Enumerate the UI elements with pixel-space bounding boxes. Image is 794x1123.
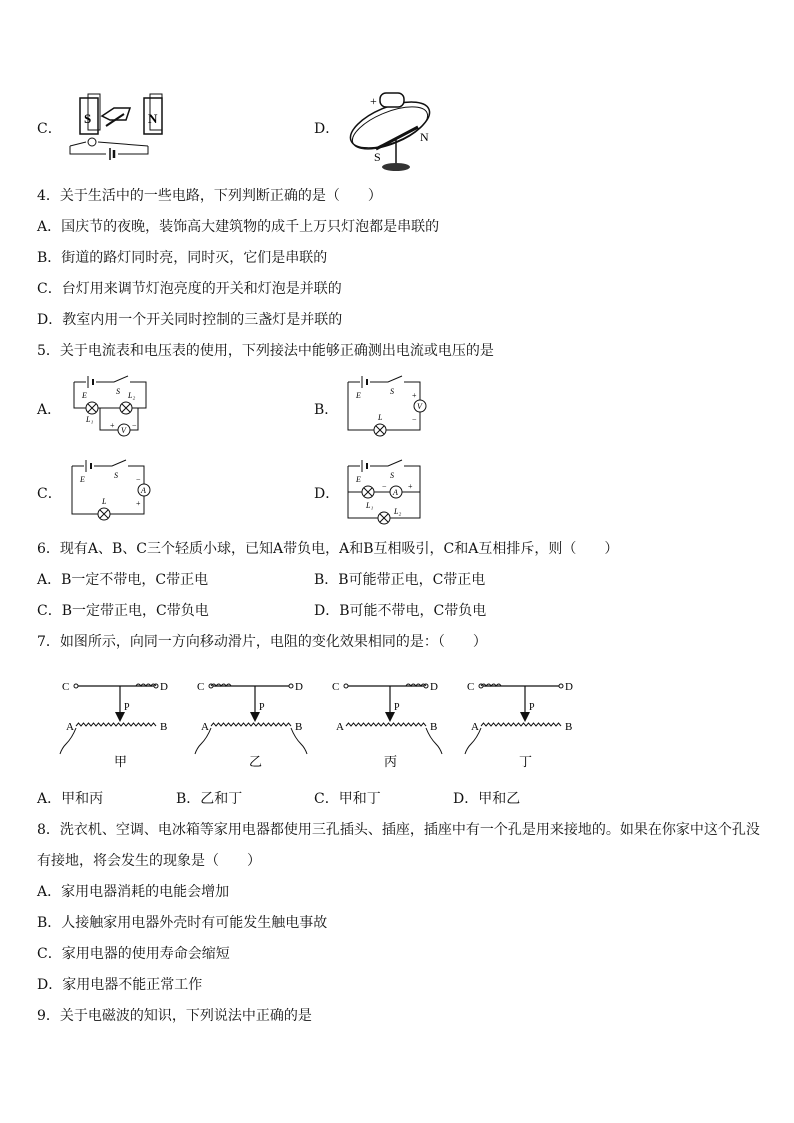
svg-text:B: B [160, 721, 168, 733]
svg-text:V: V [121, 426, 126, 435]
svg-text:L₂: L₂ [128, 391, 136, 400]
q6-stem: 6．现有A、B、C三个轻质小球，已知A带负电，A和B互相吸引，C和A互相排斥，则（ ） [37, 541, 619, 557]
q7-rheostat-figures [56, 672, 596, 772]
q5-option-b-label: B． [314, 402, 339, 418]
q3c-n: N [148, 111, 158, 126]
q8-option-d: D．家用电器不能正常工作 [37, 977, 203, 993]
q4-option-b: B．街道的路灯同时亮，同时灭，它们是串联的 [37, 250, 328, 266]
svg-text:B: B [295, 721, 303, 733]
svg-text:L: L [378, 413, 383, 422]
q3d-s: S [374, 150, 381, 164]
q3-figure-c [66, 90, 176, 160]
svg-text:A: A [141, 486, 146, 495]
svg-text:A: A [336, 721, 344, 733]
q5-circuit-d [344, 456, 434, 526]
svg-text:E: E [80, 475, 85, 484]
svg-text:D: D [430, 681, 438, 693]
q5-circuit-b [344, 372, 434, 438]
svg-text:L₁: L₁ [366, 501, 374, 510]
svg-text:B: B [565, 721, 573, 733]
q5-option-d-label: D． [314, 486, 340, 502]
q9-stem: 9．关于电磁波的知识，下列说法中正确的是 [37, 1008, 312, 1024]
q7-option-b: B．乙和丁 [176, 791, 243, 807]
svg-text:+: + [110, 421, 115, 430]
svg-text:D: D [295, 681, 303, 693]
q8-option-c: C．家用电器的使用寿命会缩短 [37, 946, 230, 962]
svg-text:C: C [332, 681, 340, 693]
q3d-plus: + [370, 94, 377, 108]
svg-text:+: + [408, 482, 413, 491]
svg-text:D: D [565, 681, 573, 693]
q6-option-d: D．B可能不带电，C带负电 [314, 603, 487, 619]
svg-text:P: P [124, 702, 130, 713]
q6-option-c: C．B一定带正电，C带负电 [37, 603, 209, 619]
q7-rheostat-2 [191, 672, 321, 772]
svg-text:+: + [136, 499, 141, 508]
q7-option-a: A．甲和丙 [37, 791, 104, 807]
svg-text:C: C [467, 681, 475, 693]
svg-text:S: S [390, 387, 394, 396]
q5-circuit-a [68, 372, 158, 438]
q7-option-c: C．甲和丁 [314, 791, 381, 807]
svg-text:L₂: L₂ [394, 507, 402, 516]
svg-text:−: − [136, 475, 141, 484]
q3d-n: N [420, 130, 429, 144]
svg-text:V: V [417, 402, 422, 411]
q3-figure-d [340, 85, 440, 177]
q7-stem: 7．如图所示，向同一方向移动滑片，电阻的变化效果相同的是：（ ） [37, 634, 487, 650]
svg-text:−: − [412, 415, 417, 424]
svg-text:C: C [197, 681, 205, 693]
q3-option-c-label: C． [37, 121, 62, 137]
q7-rheostat-4 [461, 672, 591, 772]
q6-option-a: A．B一定不带电，C带正电 [37, 572, 209, 588]
q8-stem-line2: 有接地，将会发生的现象是（ ） [37, 853, 261, 869]
q5-stem: 5．关于电流表和电压表的使用，下列接法中能够正确测出电流或电压的是 [37, 343, 494, 359]
q3-option-d-label: D． [314, 121, 340, 137]
q5-option-a-label: A． [37, 402, 62, 418]
q4-stem: 4．关于生活中的一些电路，下列判断正确的是（ ） [37, 188, 382, 204]
q8-option-a: A．家用电器消耗的电能会增加 [37, 884, 230, 900]
q7-figure-caption: 甲 [114, 754, 128, 769]
svg-text:E: E [356, 391, 361, 400]
q4-option-d: D．教室内用一个开关同时控制的三盏灯是并联的 [37, 312, 343, 328]
svg-text:S: S [390, 471, 394, 480]
svg-text:E: E [356, 475, 361, 484]
q7-figure-caption: 丙 [384, 754, 398, 769]
q5-option-c-label: C． [37, 486, 62, 502]
svg-text:L₁: L₁ [86, 415, 94, 424]
svg-text:A: A [471, 721, 479, 733]
svg-text:C: C [62, 681, 70, 693]
svg-text:D: D [160, 681, 168, 693]
svg-text:A: A [66, 721, 74, 733]
q7-figure-caption: 丁 [519, 754, 533, 769]
q7-rheostat-1 [56, 672, 186, 772]
q7-figure-caption: 乙 [249, 754, 263, 769]
q4-option-c: C．台灯用来调节灯泡亮度的开关和灯泡是并联的 [37, 281, 342, 297]
q8-stem-line1: 8．洗衣机、空调、电冰箱等家用电器都使用三孔插头、插座，插座中有一个孔是用来接地的。如果在你家中这个孔没 [37, 822, 760, 838]
svg-text:+: + [412, 391, 417, 400]
svg-text:E: E [82, 391, 87, 400]
svg-text:L: L [102, 497, 107, 506]
svg-text:B: B [430, 721, 438, 733]
q6-option-b: B．B可能带正电，C带正电 [314, 572, 486, 588]
svg-text:S: S [116, 387, 120, 396]
q5-circuit-c [68, 456, 158, 522]
svg-text:−: − [132, 421, 137, 430]
svg-text:P: P [259, 702, 265, 713]
q8-option-b: B．人接触家用电器外壳时有可能发生触电事故 [37, 915, 328, 931]
svg-text:S: S [114, 471, 118, 480]
svg-text:A: A [393, 488, 398, 497]
svg-text:A: A [201, 721, 209, 733]
q3c-s: S [84, 111, 92, 126]
svg-text:P: P [394, 702, 400, 713]
q4-option-a: A．国庆节的夜晚，装饰高大建筑物的成千上万只灯泡都是串联的 [37, 219, 440, 235]
svg-text:P: P [529, 702, 535, 713]
svg-text:−: − [382, 482, 387, 491]
q7-rheostat-3 [326, 672, 456, 772]
q7-option-d: D．甲和乙 [453, 791, 521, 807]
